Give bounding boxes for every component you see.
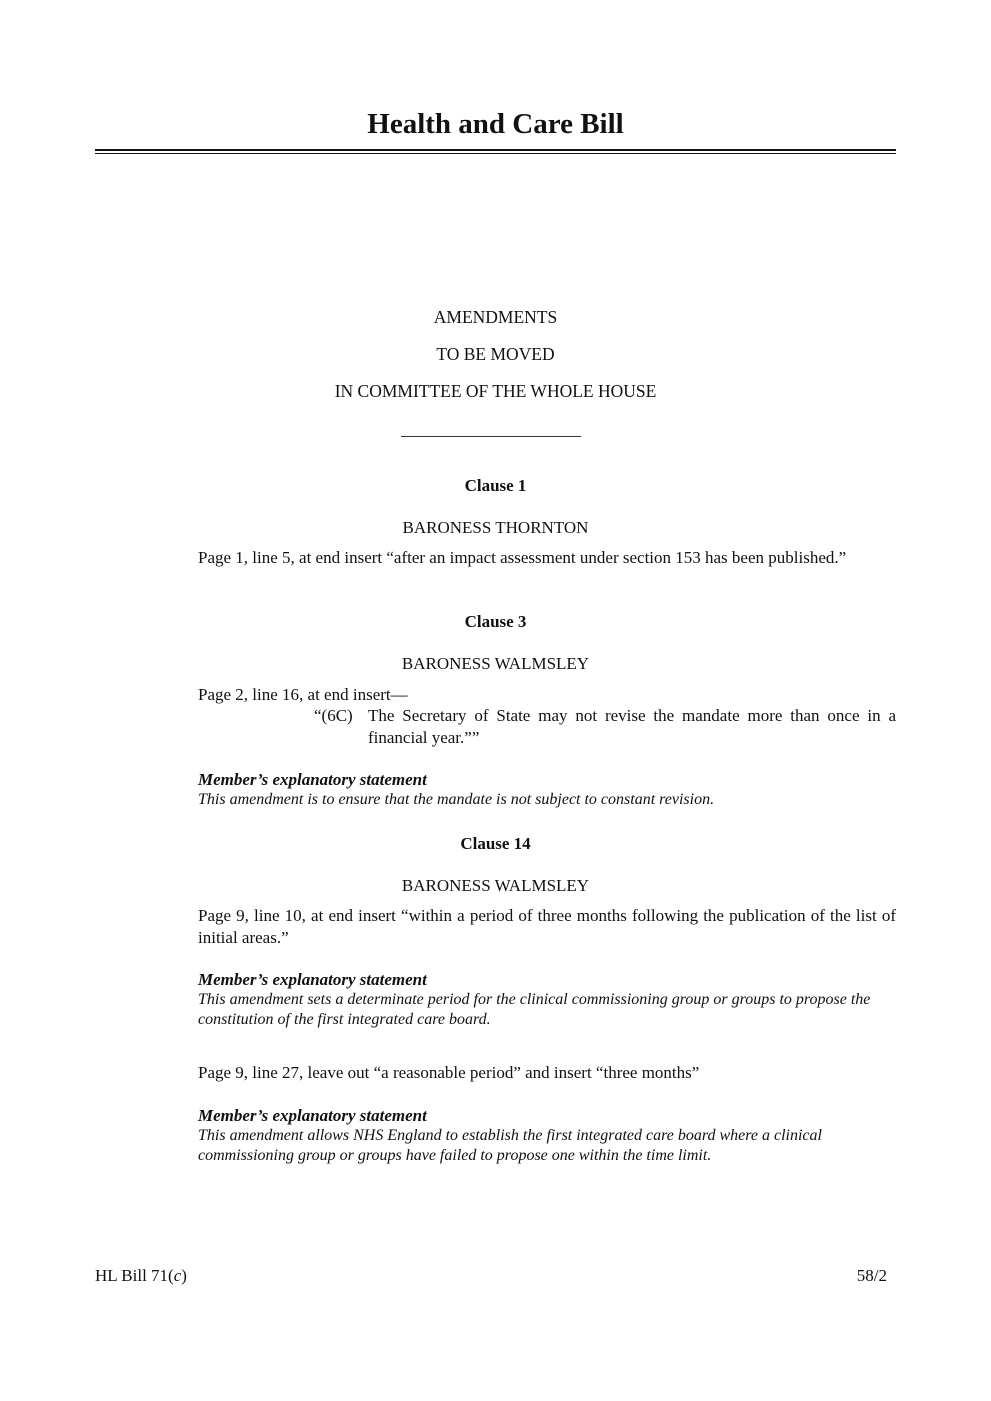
amendment-text: Page 9, line 10, at end insert “within a period of three months following the publication of the list of initial areas.” [198, 906, 896, 947]
explanatory-statement [198, 1106, 896, 1166]
statement-heading: Member’s explanatory statement [198, 1106, 427, 1125]
statement-heading: Member’s explanatory statement [198, 770, 427, 789]
document-title: Health and Care Bill [367, 108, 624, 140]
bill-number [95, 1266, 187, 1286]
statement-text: This amendment allows NHS England to establish the first integrated care board where a clinical commissioning group or groups have failed to propose one within the time limit. [198, 1127, 822, 1164]
heading-line-2: TO BE MOVED [436, 344, 555, 364]
member-name: BARONESS THORNTON [402, 518, 589, 537]
amendment-text: Page 1, line 5, at end insert “after an impact assessment under section 153 has been published.” [198, 548, 847, 567]
subsection-text: The Secretary of State may not revise the mandate more than once in a financial year.”” [368, 706, 896, 747]
separator-rule [401, 436, 581, 437]
statement-text: This amendment sets a determinate period for the clinical commissioning group or groups to propose the constitution of the first integrated care board. [198, 991, 871, 1028]
amendment-text: Page 9, line 27, leave out “a reasonable period” and insert “three months” [198, 1063, 700, 1082]
statement-text: This amendment is to ensure that the mandate is not subject to constant revision. [198, 791, 715, 808]
title-rule [95, 149, 896, 154]
bill-letter: c [173, 1266, 182, 1285]
member-name: BARONESS WALMSLEY [401, 876, 590, 895]
heading-line-3: IN COMMITTEE OF THE WHOLE HOUSE [334, 381, 657, 401]
inserted-subsection [314, 705, 896, 749]
clause-heading: Clause 1 [464, 476, 527, 495]
bill-suffix: ) [181, 1266, 187, 1285]
clause-heading: Clause 3 [464, 612, 527, 631]
statement-heading: Member’s explanatory statement [198, 970, 427, 989]
bill-prefix: HL Bill 71( [95, 1266, 174, 1285]
clause-heading: Clause 14 [460, 834, 531, 853]
subsection-number: “(6C) [314, 706, 353, 725]
explanatory-statement [198, 970, 896, 1030]
explanatory-statement [198, 770, 896, 810]
member-name: BARONESS WALMSLEY [401, 654, 590, 673]
heading-line-1: AMENDMENTS [433, 307, 558, 327]
amendment-text: Page 2, line 16, at end insert— [198, 685, 408, 704]
page-number: 58/2 [856, 1266, 887, 1285]
